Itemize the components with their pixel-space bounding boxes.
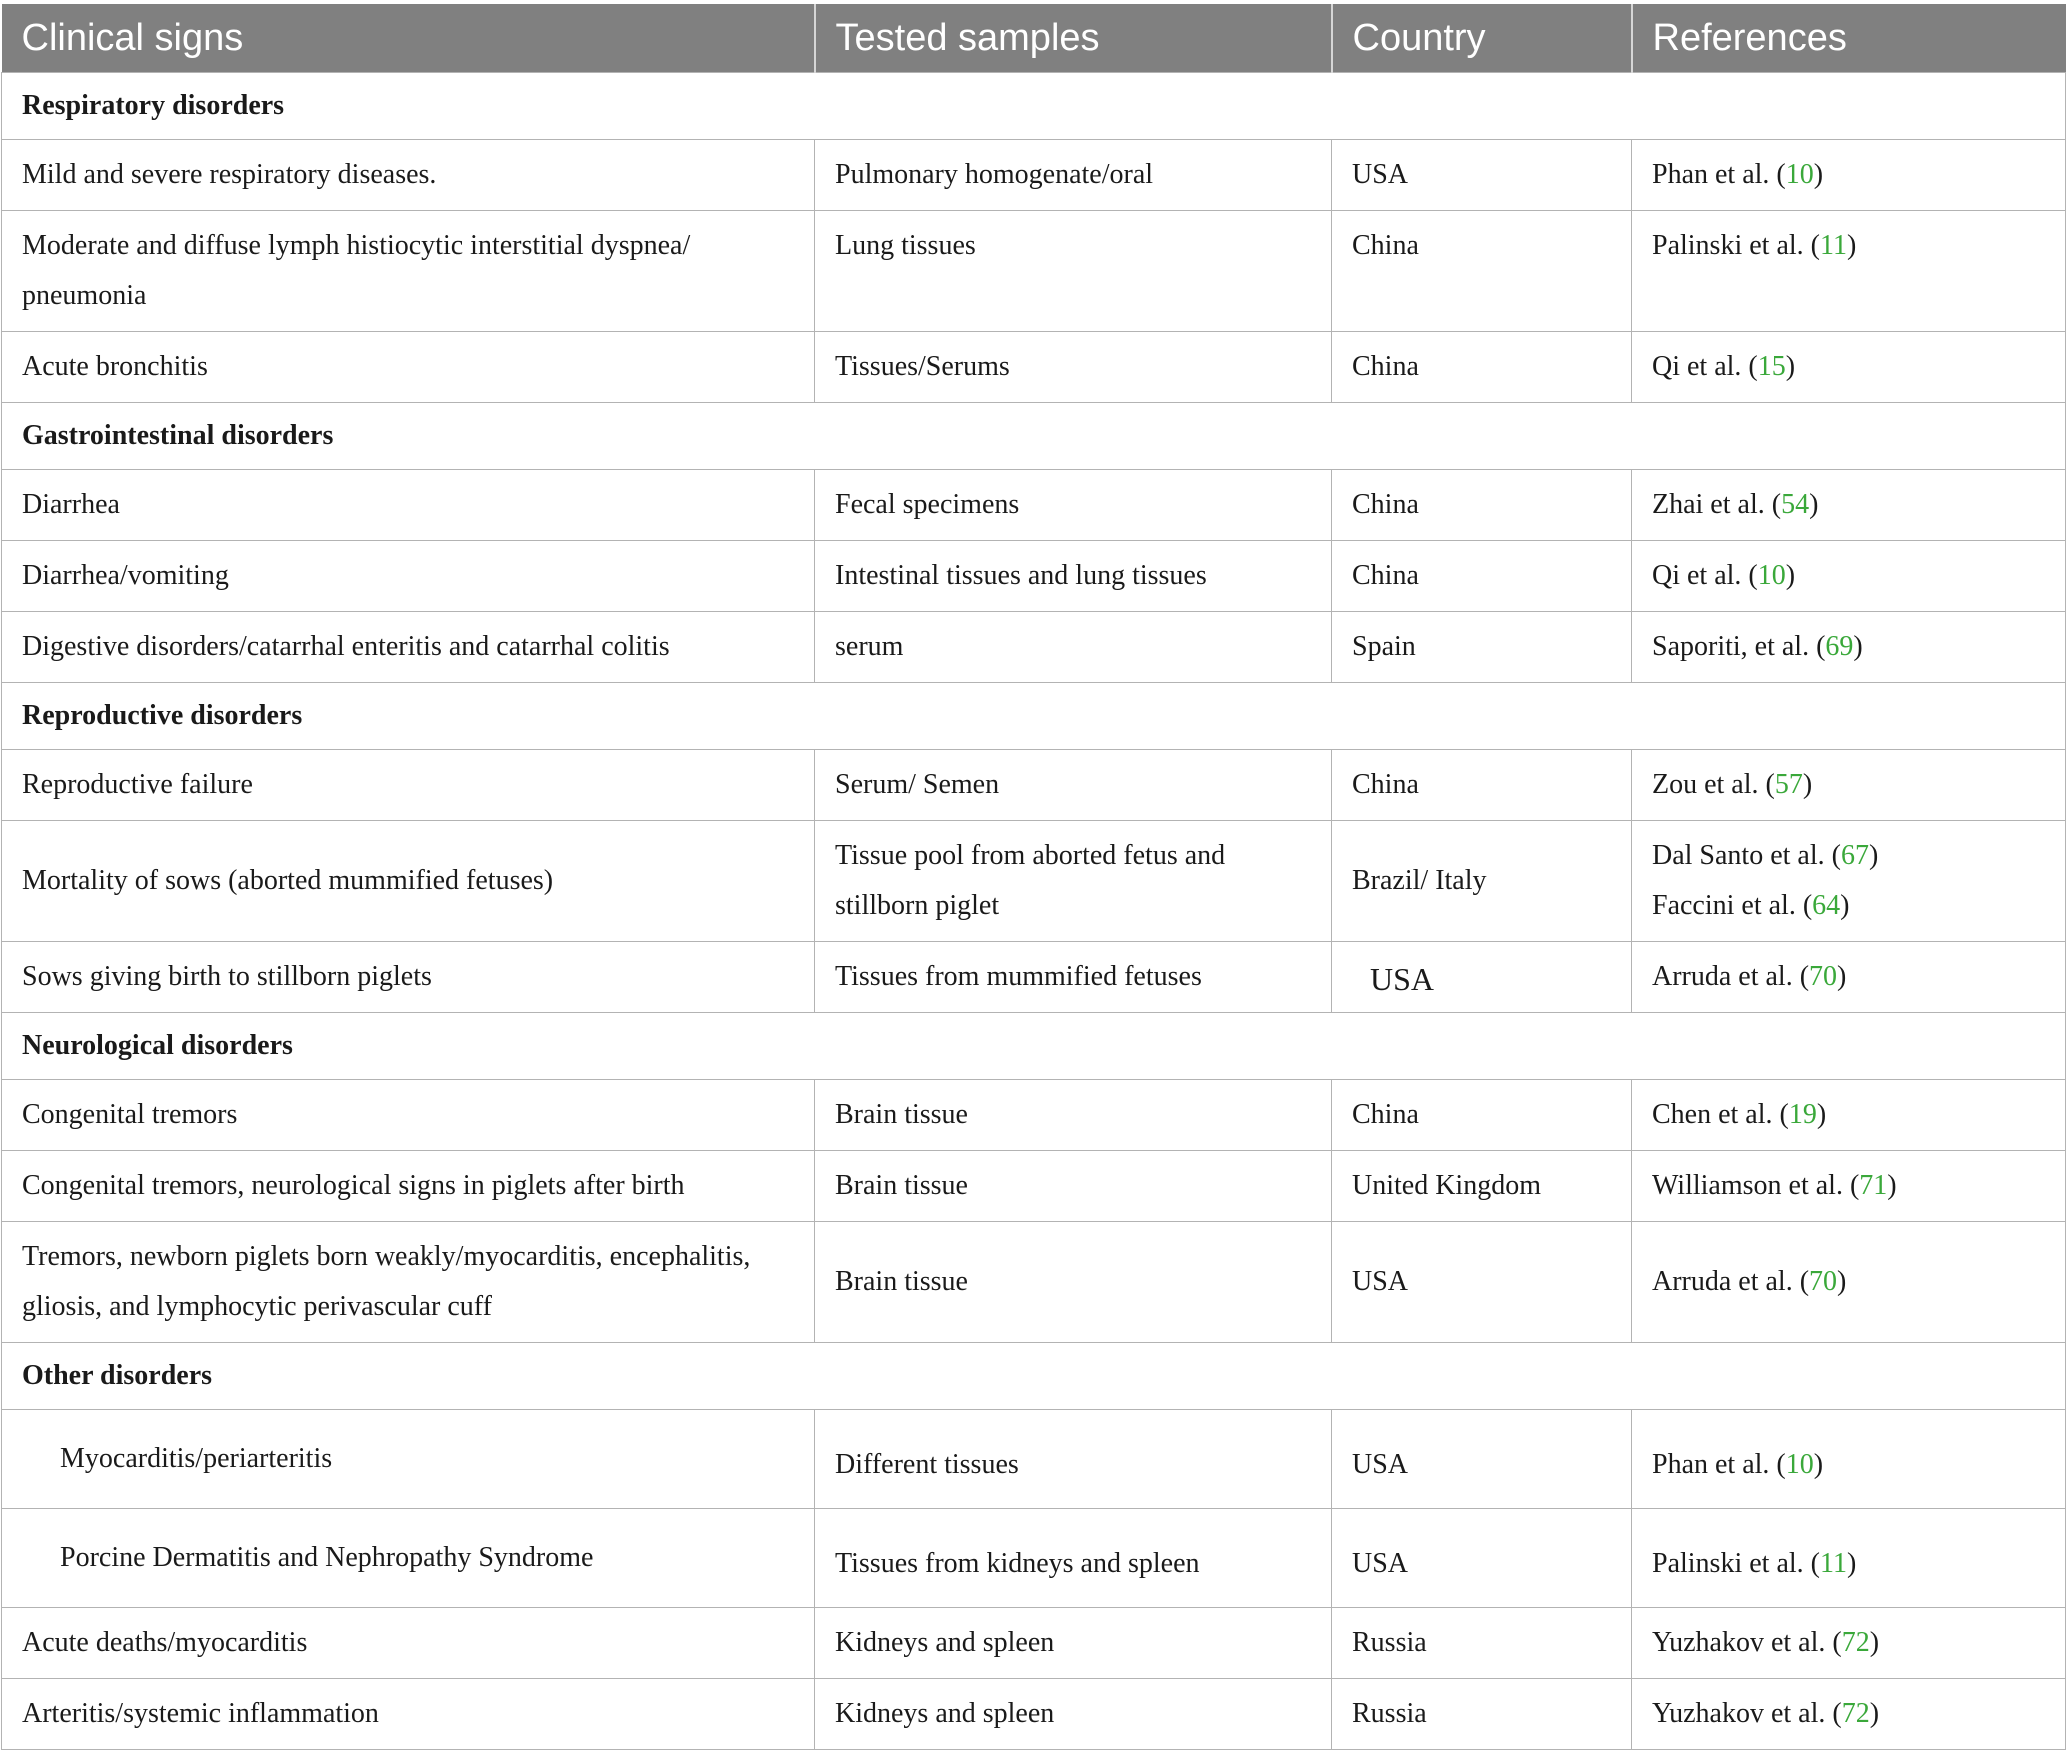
cell-sample: Kidneys and spleen	[815, 1679, 1332, 1750]
cell-sample: Kidneys and spleen	[815, 1608, 1332, 1679]
header-country: Country	[1332, 4, 1632, 73]
ref-link[interactable]: 67	[1840, 840, 1869, 871]
reference-line-1	[1652, 831, 2045, 881]
ref-close: )	[1813, 159, 1824, 190]
cell-reference	[1632, 1080, 2066, 1151]
ref-link[interactable]: 72	[1841, 1627, 1870, 1658]
cell-sign: Myocarditis/periarteritis	[2, 1410, 815, 1509]
ref-link[interactable]: 54	[1781, 489, 1810, 520]
cell-sample: Pulmonary homogenate/oral	[815, 140, 1332, 211]
cell-sample: Tissue pool from aborted fetus and stillborn piglet	[815, 821, 1332, 942]
header-references: References	[1632, 4, 2066, 73]
cell-country: China	[1332, 211, 1632, 332]
ref-author: Williamson et al. (	[1652, 1170, 1860, 1201]
cell-reference	[1632, 942, 2066, 1013]
ref-close: )	[1785, 351, 1796, 382]
cell-sign: Tremors, newborn piglets born weakly/myocarditis, encephalitis, gliosis, and lymphocytic perivascular cuff	[2, 1222, 815, 1343]
cell-country: United Kingdom	[1332, 1151, 1632, 1222]
ref-author: Qi et al. (	[1652, 351, 1758, 382]
cell-sign: Digestive disorders/catarrhal enteritis and catarrhal colitis	[2, 612, 815, 683]
cell-reference	[1632, 1222, 2066, 1343]
ref-link[interactable]: 11	[1819, 1548, 1847, 1579]
table-row	[2, 1509, 2066, 1608]
table-row	[2, 211, 2066, 332]
section-gastrointestinal: Gastrointestinal disorders	[2, 403, 2066, 470]
section-other: Other disorders	[2, 1343, 2066, 1410]
cell-country: USA	[1332, 942, 1632, 1013]
ref-close: )	[1846, 1548, 1857, 1579]
cell-sign: Congenital tremors, neurological signs in piglets after birth	[2, 1151, 815, 1222]
cell-sample: Serum/ Semen	[815, 750, 1332, 821]
cell-sign: Reproductive failure	[2, 750, 815, 821]
table-row	[2, 332, 2066, 403]
cell-sample: Lung tissues	[815, 211, 1332, 332]
ref-close: )	[1809, 489, 1819, 520]
ref-link[interactable]: 71	[1859, 1170, 1888, 1201]
reference-line-2	[1652, 881, 2045, 931]
ref-link[interactable]: 64	[1812, 890, 1841, 921]
ref-author: Palinski et al. (	[1652, 1548, 1820, 1579]
ref-author: Zou et al. (	[1652, 769, 1775, 800]
table-row	[2, 1222, 2066, 1343]
table-header-row	[2, 4, 2066, 73]
ref-close: )	[1816, 1099, 1827, 1130]
cell-reference	[1632, 541, 2066, 612]
header-clinical-signs: Clinical signs	[2, 4, 815, 73]
table-row	[2, 1679, 2066, 1750]
table-row	[2, 942, 2066, 1013]
cell-reference	[1632, 821, 2066, 942]
ref-link[interactable]: 15	[1757, 351, 1786, 382]
cell-sign: Mortality of sows (aborted mummified fetuses)	[2, 821, 815, 942]
cell-reference	[1632, 332, 2066, 403]
ref-link[interactable]: 19	[1788, 1099, 1817, 1130]
table-row	[2, 1410, 2066, 1509]
cell-country: China	[1332, 470, 1632, 541]
ref-close: )	[1869, 1698, 1880, 1729]
cell-reference	[1632, 612, 2066, 683]
ref-link[interactable]: 10	[1757, 560, 1786, 591]
ref-close: )	[1837, 961, 1847, 992]
cell-country: USA	[1332, 1509, 1632, 1608]
table-row	[2, 821, 2066, 942]
clinical-signs-table	[1, 4, 2066, 1750]
section-row	[2, 403, 2066, 470]
ref-close: )	[1846, 230, 1857, 261]
cell-reference	[1632, 470, 2066, 541]
ref-link[interactable]: 10	[1785, 1449, 1814, 1480]
cell-country: USA	[1332, 1410, 1632, 1509]
cell-sample: Brain tissue	[815, 1222, 1332, 1343]
cell-country: Russia	[1332, 1679, 1632, 1750]
ref-link[interactable]: 70	[1809, 961, 1838, 992]
ref-author: Phan et al. (	[1652, 159, 1786, 190]
cell-sample: Tissues/Serums	[815, 332, 1332, 403]
cell-sample: serum	[815, 612, 1332, 683]
cell-sample: Tissues from mummified fetuses	[815, 942, 1332, 1013]
section-row	[2, 1343, 2066, 1410]
section-respiratory: Respiratory disorders	[2, 73, 2066, 140]
cell-country: USA	[1332, 1222, 1632, 1343]
ref-author: Phan et al. (	[1652, 1449, 1786, 1480]
ref-close: )	[1869, 1627, 1880, 1658]
ref-author: Saporiti, et al. (	[1652, 631, 1826, 662]
cell-reference	[1632, 1410, 2066, 1509]
table-row	[2, 1608, 2066, 1679]
ref-close: )	[1785, 560, 1796, 591]
ref-close: )	[1853, 631, 1863, 662]
ref-author: Yuzhakov et al. (	[1652, 1627, 1842, 1658]
ref-author: Arruda et al. (	[1652, 961, 1810, 992]
cell-country: China	[1332, 750, 1632, 821]
ref-close: )	[1868, 840, 1879, 871]
cell-sample: Tissues from kidneys and spleen	[815, 1509, 1332, 1608]
table-row	[2, 541, 2066, 612]
table-row	[2, 140, 2066, 211]
cell-sample: Fecal specimens	[815, 470, 1332, 541]
section-neurological: Neurological disorders	[2, 1013, 2066, 1080]
cell-reference	[1632, 750, 2066, 821]
ref-close: )	[1802, 769, 1813, 800]
cell-sign: Arteritis/systemic inflammation	[2, 1679, 815, 1750]
cell-sign: Congenital tremors	[2, 1080, 815, 1151]
ref-link[interactable]: 70	[1809, 1266, 1838, 1297]
cell-sign: Diarrhea	[2, 470, 815, 541]
ref-author: Qi et al. (	[1652, 560, 1758, 591]
table-row	[2, 1151, 2066, 1222]
cell-sign: Acute deaths/myocarditis	[2, 1608, 815, 1679]
cell-reference	[1632, 211, 2066, 332]
table-row	[2, 612, 2066, 683]
section-reproductive: Reproductive disorders	[2, 683, 2066, 750]
ref-author: Zhai et al. (	[1652, 489, 1782, 520]
ref-author: Chen et al. (	[1652, 1099, 1789, 1130]
cell-sample: Different tissues	[815, 1410, 1332, 1509]
ref-author: Arruda et al. (	[1652, 1266, 1810, 1297]
ref-close: )	[1837, 1266, 1847, 1297]
cell-sign: Diarrhea/vomiting	[2, 541, 815, 612]
cell-sign: Acute bronchitis	[2, 332, 815, 403]
cell-country: China	[1332, 541, 1632, 612]
ref-author: Yuzhakov et al. (	[1652, 1698, 1842, 1729]
cell-reference	[1632, 1679, 2066, 1750]
ref-link[interactable]: 72	[1841, 1698, 1870, 1729]
ref-link[interactable]: 10	[1785, 159, 1814, 190]
ref-close: )	[1840, 890, 1850, 921]
table-row	[2, 750, 2066, 821]
cell-country: USA	[1332, 140, 1632, 211]
ref-close: )	[1887, 1170, 1897, 1201]
cell-reference	[1632, 140, 2066, 211]
cell-sample: Intestinal tissues and lung tissues	[815, 541, 1332, 612]
ref-close: )	[1813, 1449, 1824, 1480]
ref-author: Dal Santo et al. (	[1652, 840, 1841, 871]
cell-reference	[1632, 1509, 2066, 1608]
ref-author: Palinski et al. (	[1652, 230, 1820, 261]
ref-link[interactable]: 57	[1774, 769, 1803, 800]
section-row	[2, 683, 2066, 750]
cell-country: China	[1332, 332, 1632, 403]
cell-country: Russia	[1332, 1608, 1632, 1679]
ref-author: Faccini et al. (	[1652, 890, 1813, 921]
ref-link[interactable]: 69	[1825, 631, 1854, 662]
cell-sign: Moderate and diffuse lymph histiocytic interstitial dyspnea/ pneumonia	[2, 211, 815, 332]
cell-country: Spain	[1332, 612, 1632, 683]
cell-sample: Brain tissue	[815, 1151, 1332, 1222]
section-row	[2, 73, 2066, 140]
cell-sign: Mild and severe respiratory diseases.	[2, 140, 815, 211]
header-tested-samples: Tested samples	[815, 4, 1332, 73]
cell-country: Brazil/ Italy	[1332, 821, 1632, 942]
cell-sample: Brain tissue	[815, 1080, 1332, 1151]
cell-reference	[1632, 1608, 2066, 1679]
section-row	[2, 1013, 2066, 1080]
cell-reference	[1632, 1151, 2066, 1222]
cell-sign: Sows giving birth to stillborn piglets	[2, 942, 815, 1013]
table-row	[2, 470, 2066, 541]
cell-country: China	[1332, 1080, 1632, 1151]
ref-link[interactable]: 11	[1819, 230, 1847, 261]
cell-sign: Porcine Dermatitis and Nephropathy Syndrome	[2, 1509, 815, 1608]
table-row	[2, 1080, 2066, 1151]
